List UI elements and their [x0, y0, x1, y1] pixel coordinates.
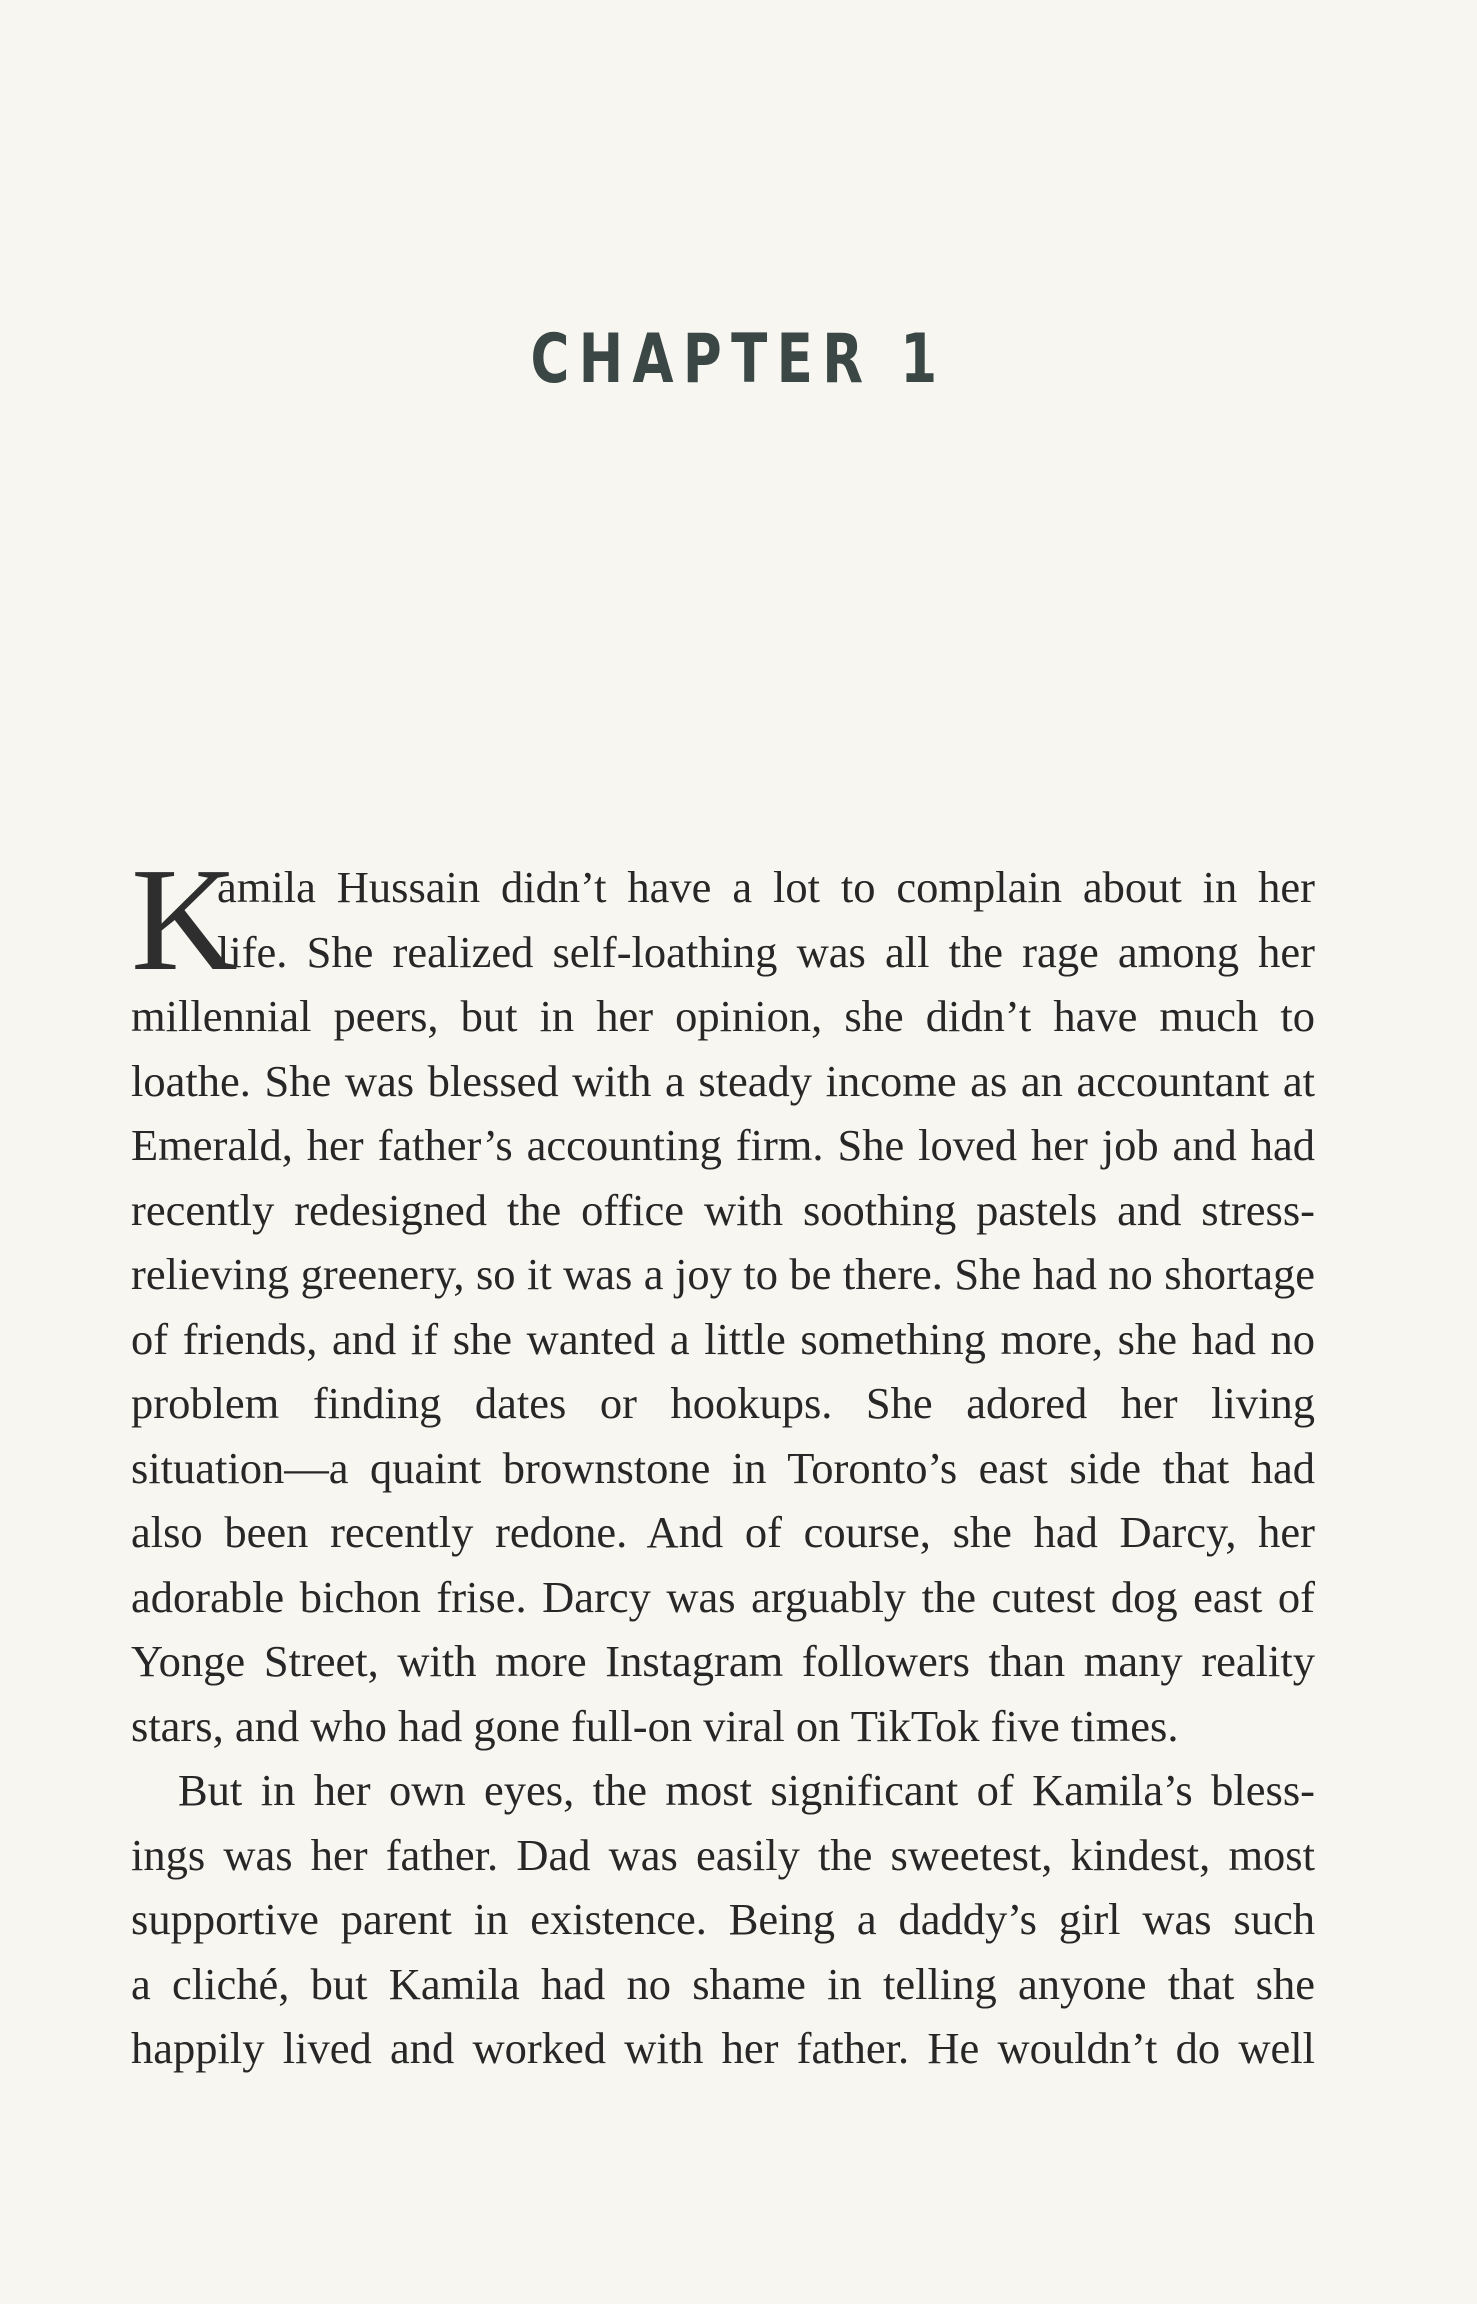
text-line: But in her own eyes, the most significant of Kamila’s bless-: [178, 1765, 1315, 1815]
text-line: also been recently redone. And of course, she had Darcy, her: [131, 1507, 1315, 1557]
text-line: loathe. She was blessed with a steady income as an accountant at: [131, 1055, 1315, 1106]
text-line: millennial peers, but in her opinion, she didn’t have much to: [131, 991, 1315, 1041]
text-line: supportive parent in existence. Being a daddy’s girl was such: [131, 1894, 1315, 1944]
drop-cap: K: [131, 838, 238, 1002]
text-line: adorable bichon frise. Darcy was arguably the cutest dog east of: [131, 1571, 1315, 1622]
text-line: life. She realized self-loathing was all the rage among her: [217, 926, 1315, 977]
text-line: happily lived and worked with her father. He wouldn’t do well: [131, 2023, 1315, 2073]
text-line: of friends, and if she wanted a little something more, she had no: [131, 1313, 1315, 1364]
body-text: [131, 838, 1315, 2081]
text-line: situation—a quaint brownstone in Toronto’s east side that had: [131, 1442, 1315, 1493]
paragraph-2: [131, 1758, 1315, 2081]
text-line: amila Hussain didn’t have a lot to complain about in her: [217, 862, 1315, 912]
text-line: Yonge Street, with more Instagram followers than many reality: [131, 1636, 1315, 1686]
text-line: stars, and who had gone full-on viral on TikTok five times.: [131, 1700, 1179, 1751]
paragraph-1: [131, 838, 1315, 1758]
chapter-heading: CHAPTER 1: [530, 320, 947, 399]
text-line: Emerald, her father’s accounting firm. She loved her job and had: [131, 1120, 1315, 1170]
text-line: relieving greenery, so it was a joy to be there. She had no shortage: [131, 1249, 1315, 1299]
text-line: a cliché, but Kamila had no shame in telling anyone that she: [131, 1958, 1315, 2009]
text-line: problem finding dates or hookups. She adored her living: [131, 1378, 1315, 1428]
text-line: ings was her father. Dad was easily the sweetest, kindest, most: [131, 1829, 1315, 1880]
text-line: recently redesigned the office with soothing pastels and stress-: [131, 1184, 1315, 1235]
